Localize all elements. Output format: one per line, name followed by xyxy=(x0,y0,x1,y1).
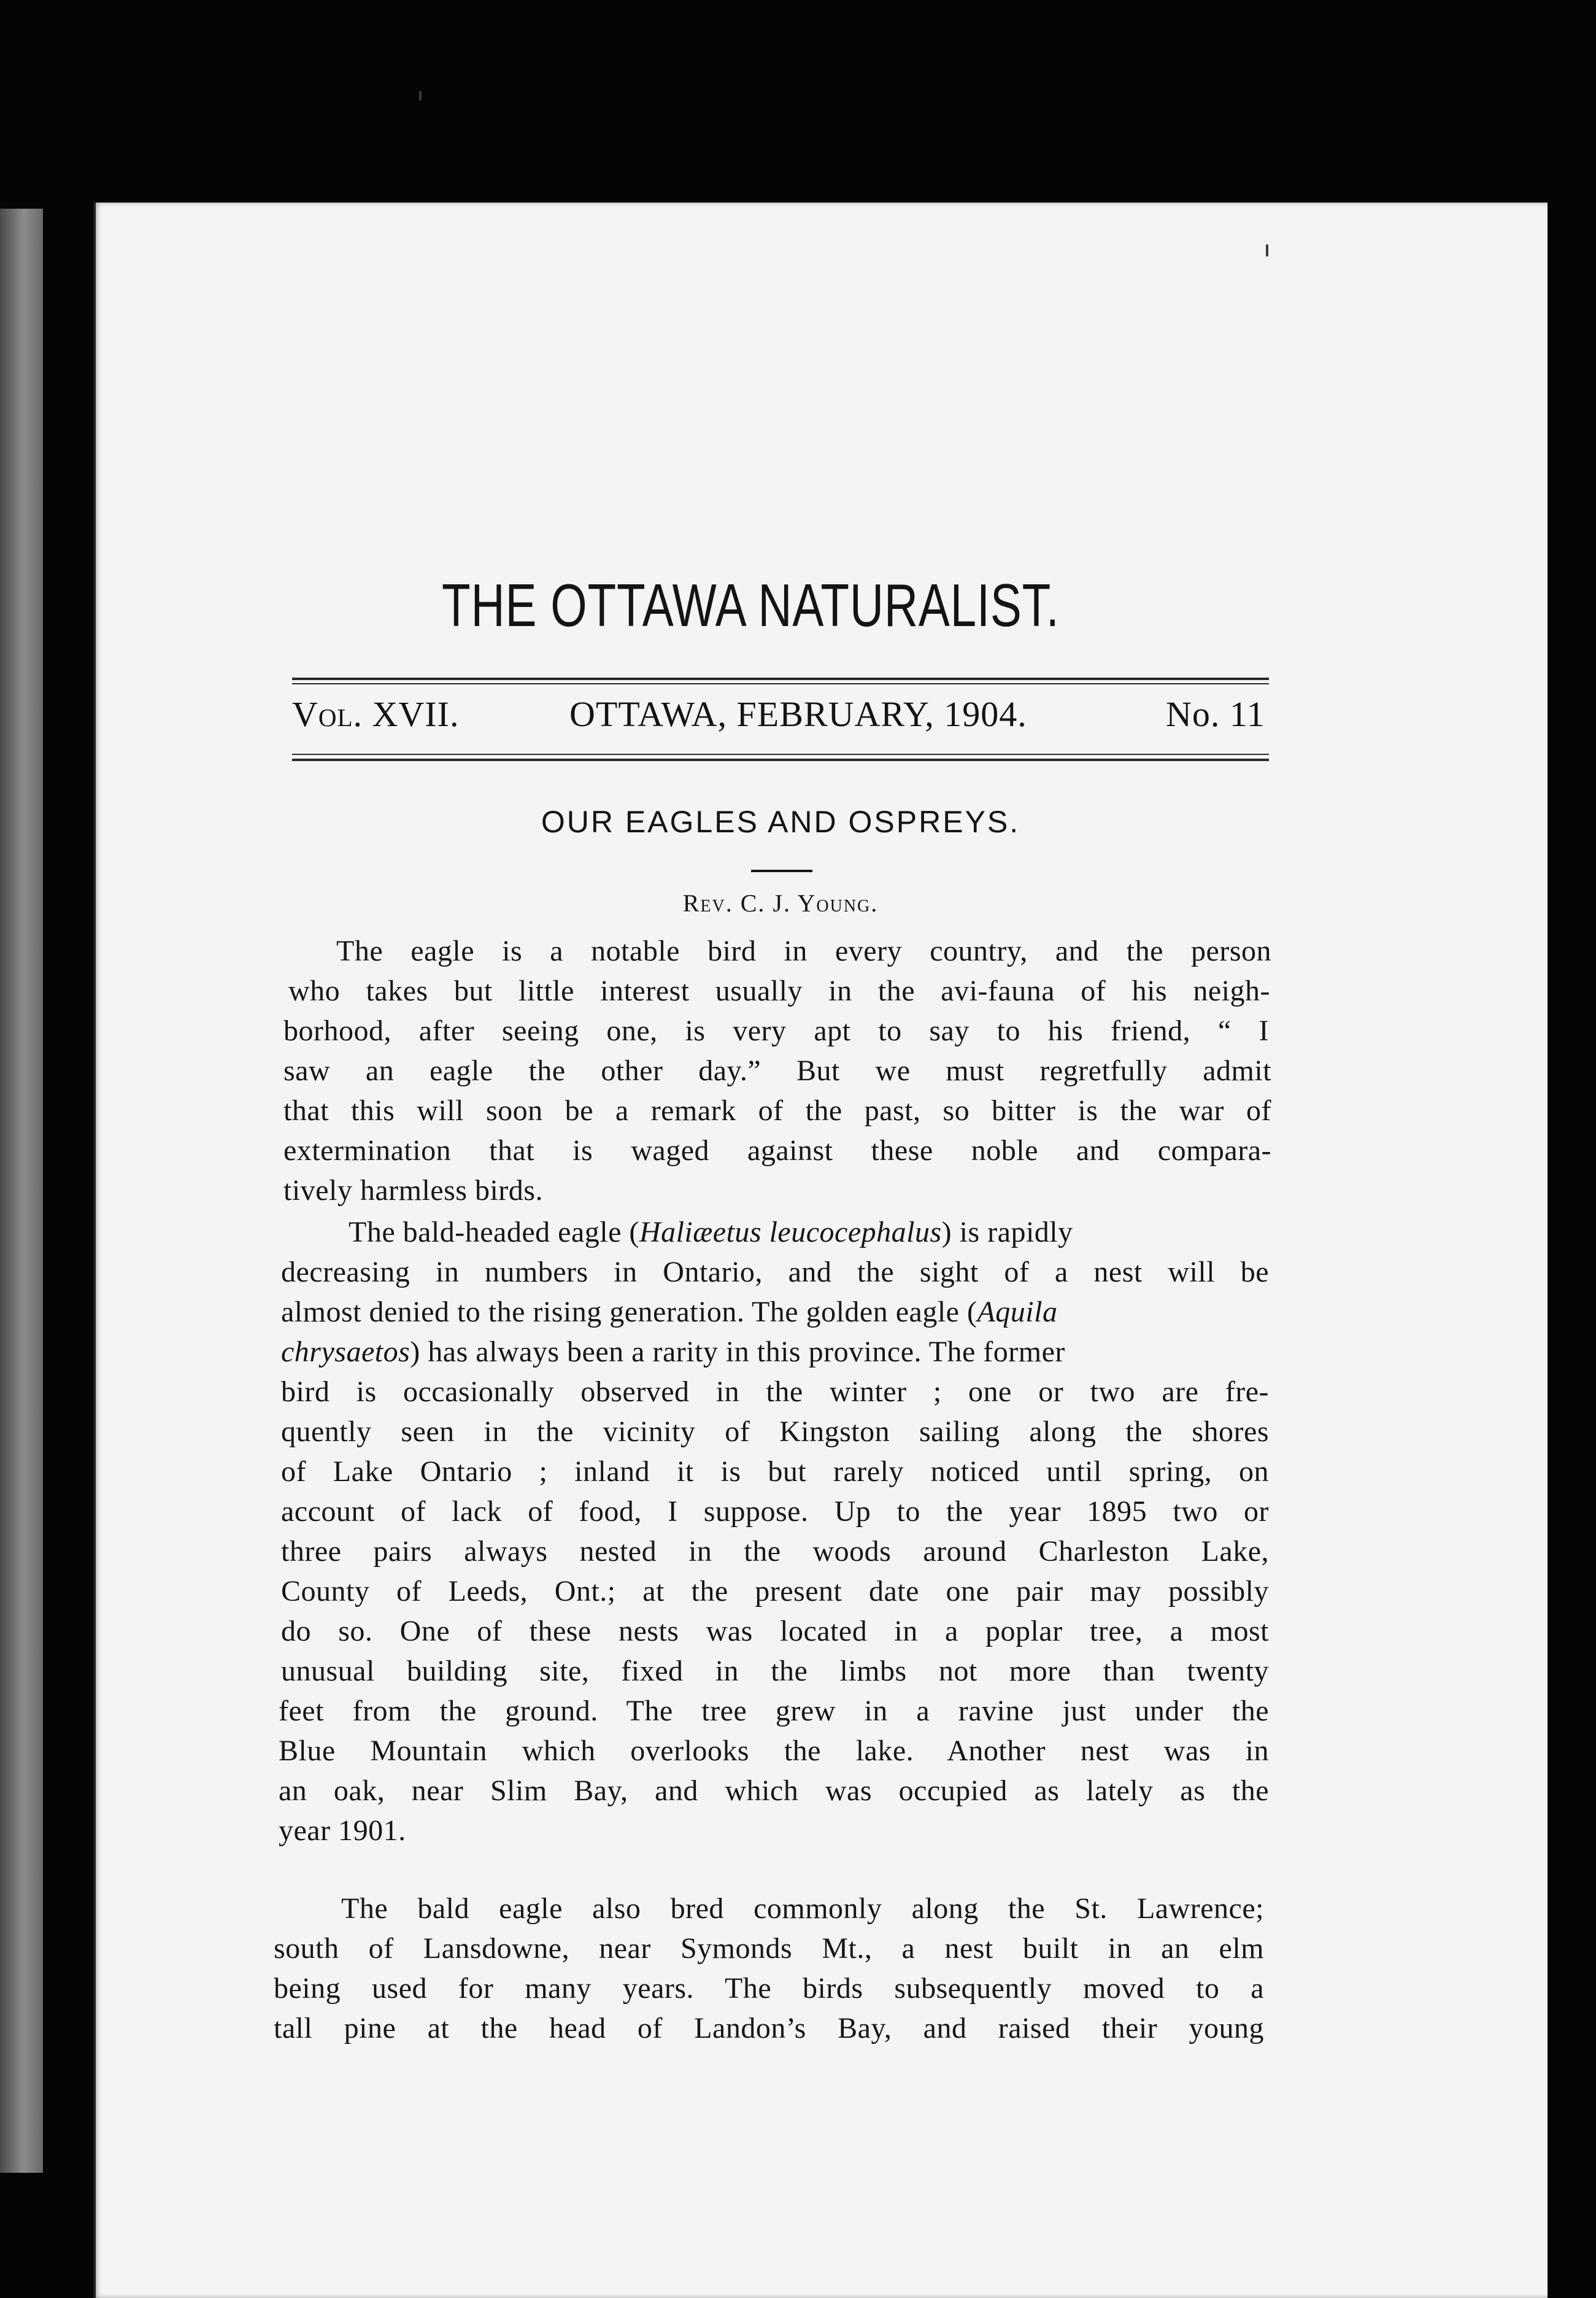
body-line: account of lack of food, I suppose. Up to the year 1895 two or xyxy=(281,1495,1269,1528)
body-line: tall pine at the head of Landon’s Bay, and raised their young xyxy=(274,2012,1264,2045)
body-text: ) is rapidly xyxy=(941,1216,1073,1248)
body-line: of Lake Ontario ; inland it is but rarely noticed until spring, on xyxy=(281,1455,1269,1488)
article-author: Rev. C. J. Young. xyxy=(682,889,879,917)
dust-speck xyxy=(419,91,422,101)
body-line: who takes but little interest usually in the avi-fauna of his neigh- xyxy=(288,975,1270,1007)
masthead-rule-top-thin xyxy=(292,683,1269,684)
issue-line xyxy=(292,694,1269,743)
body-line: three pairs always nested in the woods around Charleston Lake, xyxy=(281,1535,1269,1568)
left-page-edge xyxy=(0,209,43,2173)
title-divider xyxy=(751,870,812,872)
masthead-rule-top xyxy=(292,678,1269,680)
article-title: OUR EAGLES AND OSPREYS. xyxy=(541,805,1020,839)
body-text: almost denied to the rising generation. The golden eagle ( xyxy=(281,1296,977,1328)
body-line: unusual building site, fixed in the limbs not more than twenty xyxy=(281,1655,1269,1687)
body-line-with-italic xyxy=(281,1294,1269,1331)
dust-speck xyxy=(1266,244,1268,257)
body-line: year 1901. xyxy=(279,1814,406,1847)
body-line: an oak, near Slim Bay, and which was occupied as lately as the xyxy=(279,1774,1269,1807)
body-line: Blue Mountain which overlooks the lake. Another nest was in xyxy=(279,1735,1269,1767)
body-line: south of Lansdowne, near Symonds Mt., a nest built in an elm xyxy=(274,1932,1264,1965)
body-text: The bald-headed eagle ( xyxy=(349,1216,639,1248)
species-name: Aquila xyxy=(977,1296,1058,1328)
body-line: being used for many years. The birds subsequently moved to a xyxy=(274,1972,1264,2005)
body-line: bird is occasionally observed in the winter ; one or two are fre- xyxy=(281,1375,1269,1408)
body-line: extermination that is waged against these noble and compara- xyxy=(283,1134,1271,1167)
journal-masthead: THE OTTAWA NATURALIST. xyxy=(442,571,1060,639)
issue-rule-bottom xyxy=(292,759,1269,761)
body-line: do so. One of these nests was located in a poplar tree, a most xyxy=(281,1615,1269,1647)
issue-rule-thin xyxy=(292,754,1269,755)
body-line-with-italic xyxy=(281,1334,1269,1371)
body-line: saw an eagle the other day.” But we must regretfully admit xyxy=(283,1054,1271,1087)
species-name: chrysaetos xyxy=(281,1336,411,1368)
body-line: that this will soon be a remark of the past, so bitter is the war of xyxy=(283,1094,1271,1127)
body-line: borhood, after seeing one, is very apt to say to his friend, “ I xyxy=(283,1015,1269,1047)
issue-number: No. 11 xyxy=(1166,694,1265,734)
body-line: The bald eagle also bred commonly along the St. Lawrence; xyxy=(341,1892,1264,1925)
body-line: decreasing in numbers in Ontario, and the sight of a nest will be xyxy=(281,1256,1269,1288)
species-name: Haliæetus leucocephalus xyxy=(639,1216,942,1248)
body-line: County of Leeds, Ont.; at the present date one pair may possibly xyxy=(281,1575,1269,1607)
body-line: quently seen in the vicinity of Kingston sailing along the shores xyxy=(281,1415,1269,1448)
body-line-with-italic xyxy=(349,1214,1269,1251)
body-line: feet from the ground. The tree grew in a ravine just under the xyxy=(279,1695,1269,1727)
page-edge-line xyxy=(93,203,96,2298)
volume-label: Vol. XVII. xyxy=(292,694,460,734)
body-text: ) has always been a rarity in this province. The former xyxy=(410,1336,1065,1368)
dateline: OTTAWA, FEBRUARY, 1904. xyxy=(569,694,1027,734)
body-line: tively harmless birds. xyxy=(283,1174,543,1207)
body-line: The eagle is a notable bird in every country, and the person xyxy=(336,935,1271,967)
